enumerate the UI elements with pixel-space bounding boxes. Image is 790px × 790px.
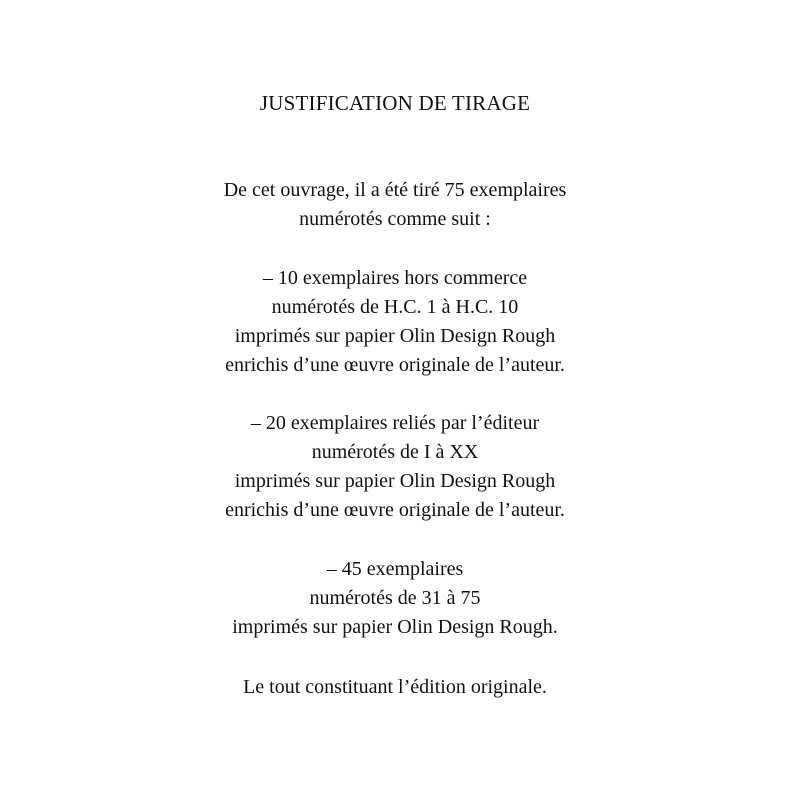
section1-line-2: numérotés de H.C. 1 à H.C. 10 — [271, 296, 519, 318]
section2-line-2: numérotés de I à XX — [311, 441, 479, 463]
intro-line-1: De cet ouvrage, il a été tiré 75 exemplaires — [223, 179, 567, 201]
intro-line-2: numérotés comme suit : — [299, 208, 491, 230]
section3-line-2: numérotés de 31 à 75 — [309, 587, 481, 609]
closing-line: Le tout constituant l’édition originale. — [243, 676, 547, 698]
section1-line-4: enrichis d’une œuvre originale de l’auteur. — [225, 354, 565, 376]
section3-line-1: – 45 exemplaires — [326, 558, 464, 580]
section2-line-3: imprimés sur papier Olin Design Rough — [234, 470, 556, 492]
section1-line-1: – 10 exemplaires hors commerce — [262, 267, 528, 289]
page-title: JUSTIFICATION DE TIRAGE — [259, 91, 531, 115]
section2-line-1: – 20 exemplaires reliés par l’éditeur — [250, 412, 540, 434]
section1-line-3: imprimés sur papier Olin Design Rough — [234, 325, 556, 347]
section2-line-4: enrichis d’une œuvre originale de l’auteur. — [225, 499, 565, 521]
section3-line-3: imprimés sur papier Olin Design Rough. — [232, 616, 558, 638]
